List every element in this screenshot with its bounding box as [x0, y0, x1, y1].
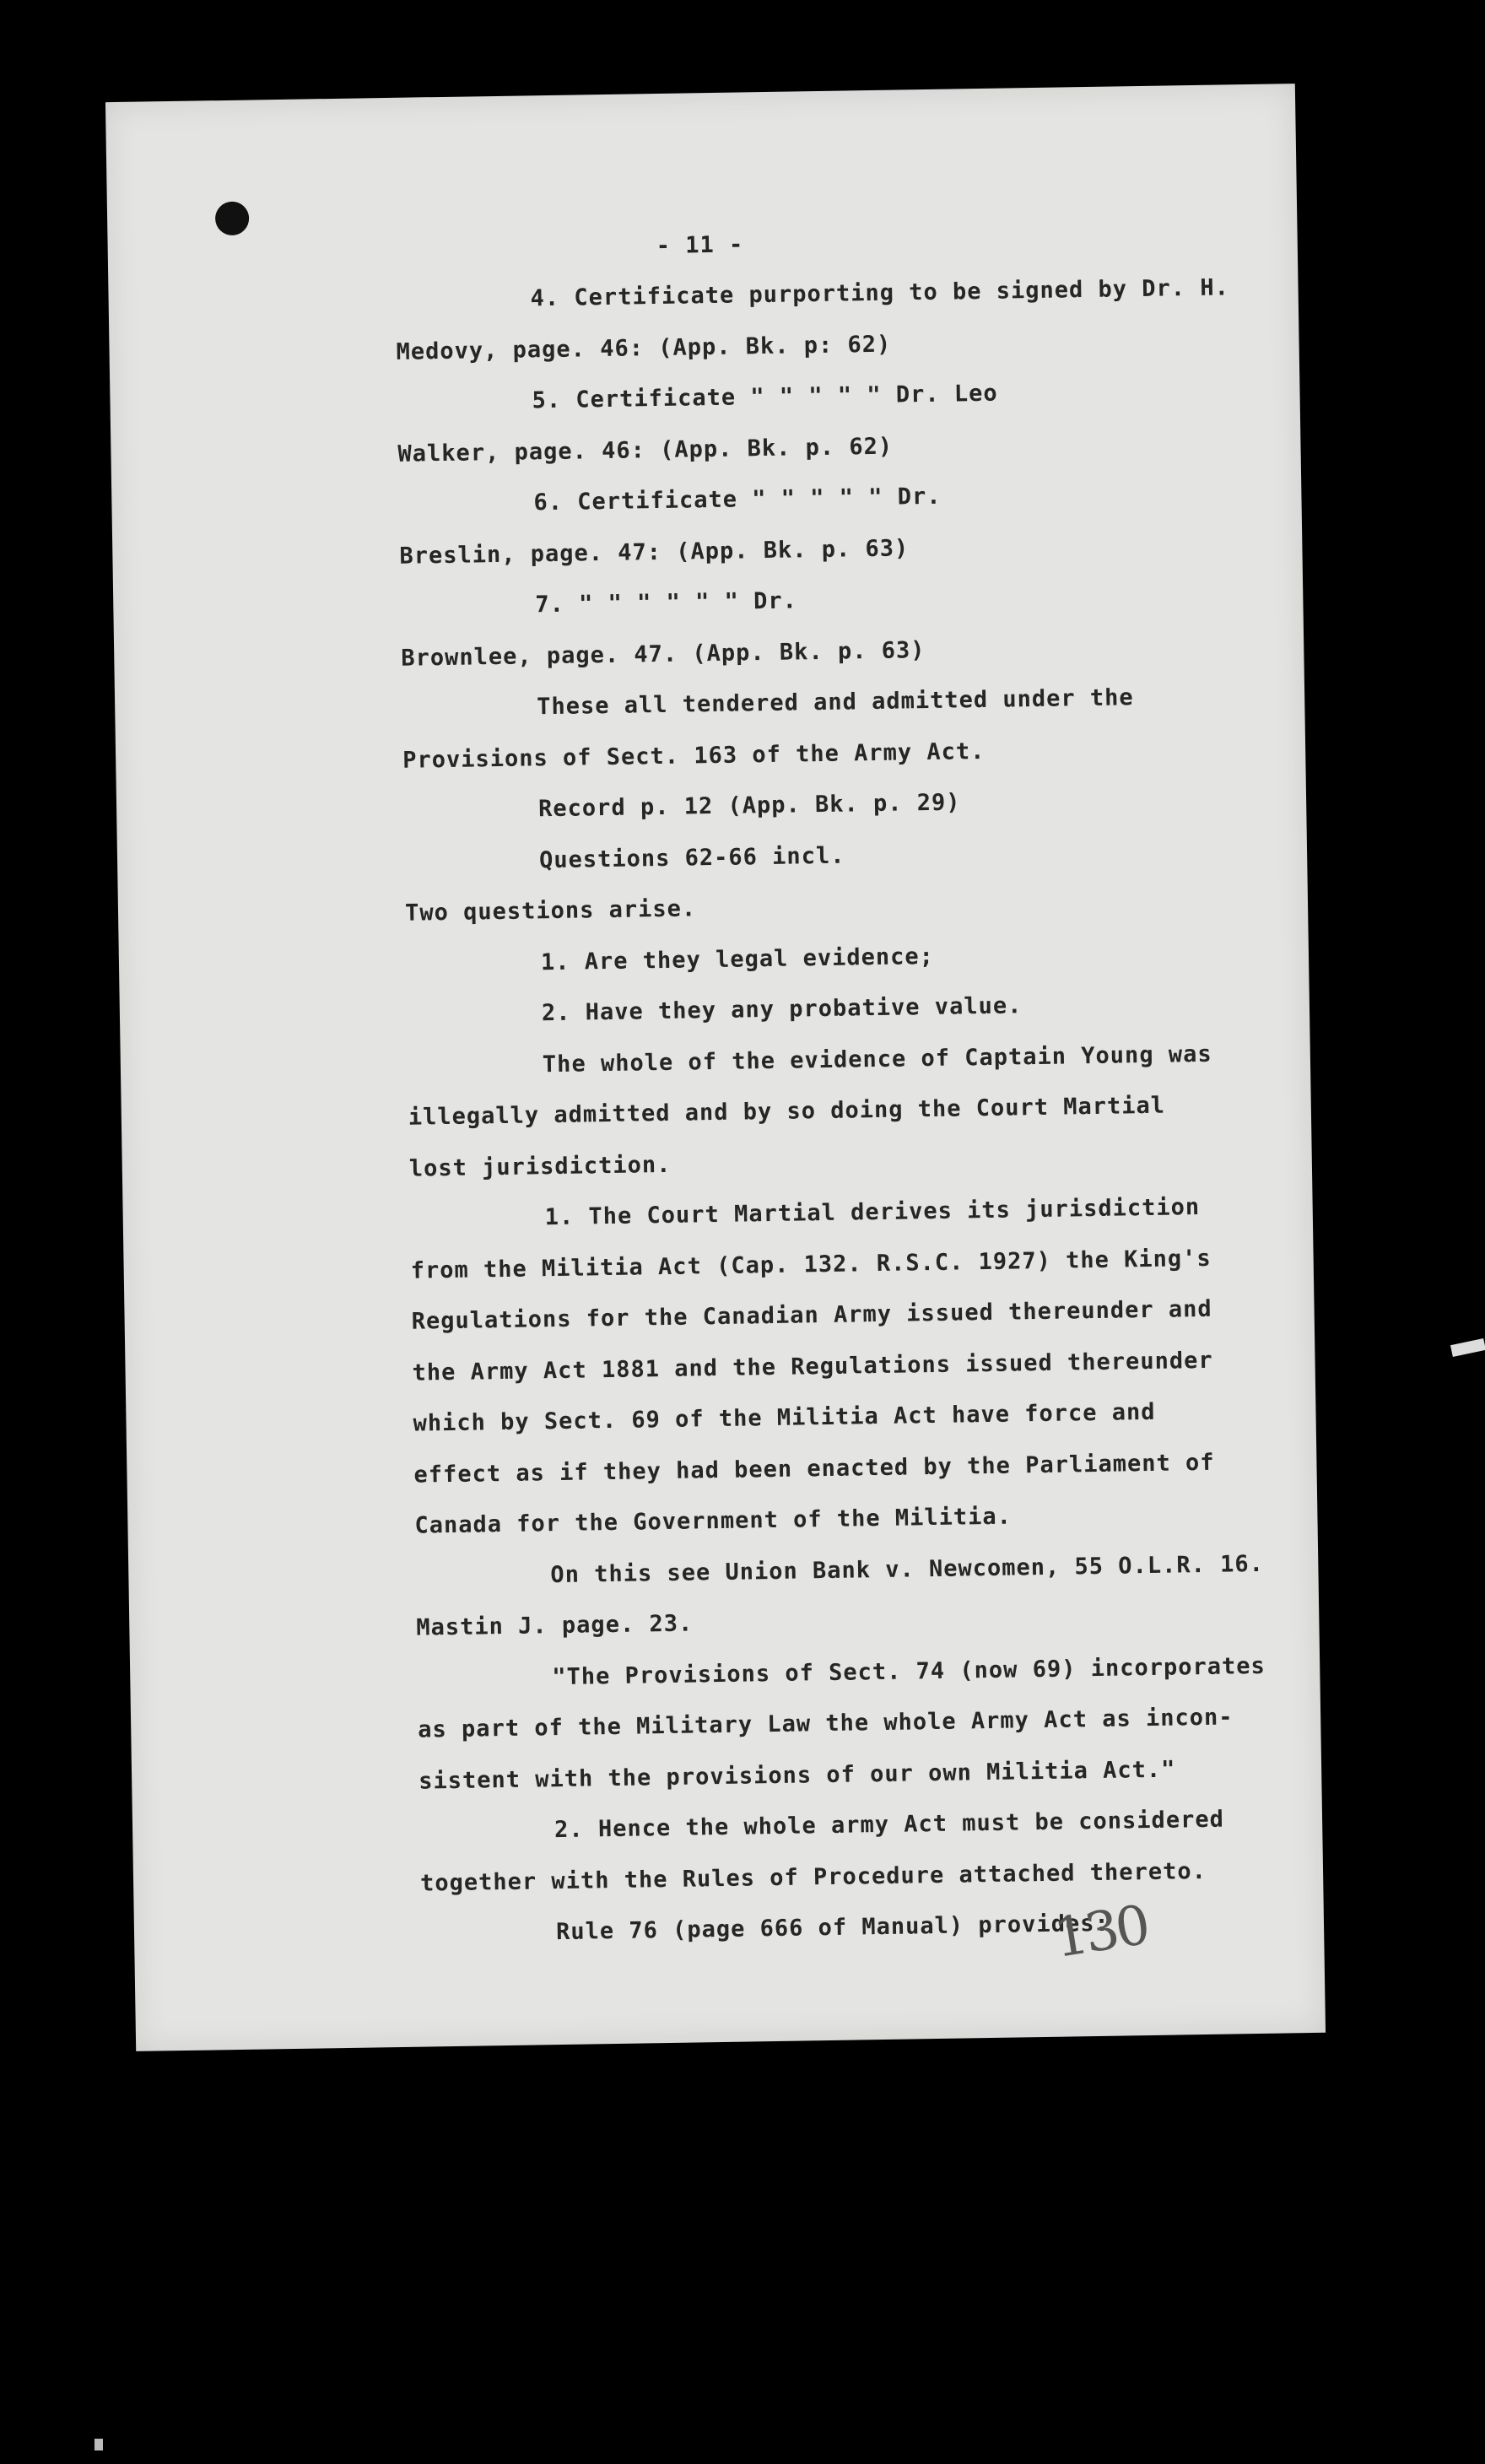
text-line: 2. Hence the whole army Act must be considered	[554, 1806, 1225, 1844]
text-line: Walker, page. 46: (App. Bk. p. 62)	[397, 433, 894, 467]
text-line: sistent with the provisions of our own Militia Act."	[418, 1756, 1176, 1795]
text-line: effect as if they had been enacted by the Parliament of	[413, 1449, 1215, 1489]
text-line: These all tendered and admitted under the	[537, 684, 1134, 721]
text-line: lost jurisdiction.	[408, 1151, 672, 1182]
punch-hole	[215, 202, 250, 236]
text-line: On this see Union Bank v. Newcomen, 55 O.L.R. 16.	[550, 1550, 1265, 1588]
text-line: Canada for the Government of the Militia.	[414, 1503, 1012, 1539]
text-line: Two questions arise.	[404, 895, 697, 927]
text-line: 5. Certificate " " " " " Dr. Leo	[532, 380, 998, 414]
text-line: Provisions of Sect. 163 of the Army Act.	[402, 738, 986, 774]
text-line: Regulations for the Canadian Army issued thereunder and	[411, 1295, 1212, 1335]
text-line: which by Sect. 69 of the Militia Act have force and	[413, 1398, 1156, 1437]
text-line: 1. The Court Martial derives its jurisdiction	[544, 1194, 1201, 1231]
text-line: 6. Certificate " " " " " Dr.	[533, 483, 942, 516]
text-line: Brownlee, page. 47. (App. Bk. p. 63)	[401, 636, 926, 672]
text-line: Mastin J. page. 23.	[416, 1610, 694, 1641]
text-line: 1. Are they legal evidence;	[540, 943, 935, 975]
text-line: 7. " " " " " " Dr.	[535, 587, 798, 619]
text-line: illegally admitted and by so doing the Court Martial	[408, 1092, 1166, 1131]
text-line: Breslin, page. 47: (App. Bk. p. 63)	[399, 534, 910, 570]
text-line: together with the Rules of Procedure attached thereto.	[419, 1857, 1207, 1897]
text-line: 4. Certificate purporting to be signed by Dr. H.	[530, 274, 1230, 312]
text-line: Questions 62-66 incl.	[538, 842, 845, 873]
text-line: Record p. 12 (App. Bk. p. 29)	[537, 789, 961, 823]
text-line: "The Provisions of Sect. 74 (now 69) incorporates	[552, 1652, 1266, 1690]
text-line: 2. Have they any probative value.	[541, 992, 1023, 1027]
edge-mark	[1450, 1338, 1485, 1357]
corner-mark	[94, 2439, 103, 2450]
text-line: Medovy, page. 46: (App. Bk. p: 62)	[396, 331, 892, 365]
document-page	[105, 84, 1326, 2051]
handwritten-page-note: 130	[1050, 1894, 1152, 1971]
text-line: from the Militia Act (Cap. 132. R.S.C. 1927) the King's	[410, 1245, 1212, 1284]
text-line: The whole of the evidence of Captain Young was	[542, 1040, 1212, 1078]
text-line: as part of the Military Law the whole Army Act as incon-	[418, 1704, 1234, 1743]
text-line: the Army Act 1881 and the Regulations issued thereunder	[412, 1347, 1213, 1386]
page-number: - 11 -	[656, 231, 744, 259]
text-line: Rule 76 (page 666 of Manual) provides:	[555, 1910, 1110, 1946]
